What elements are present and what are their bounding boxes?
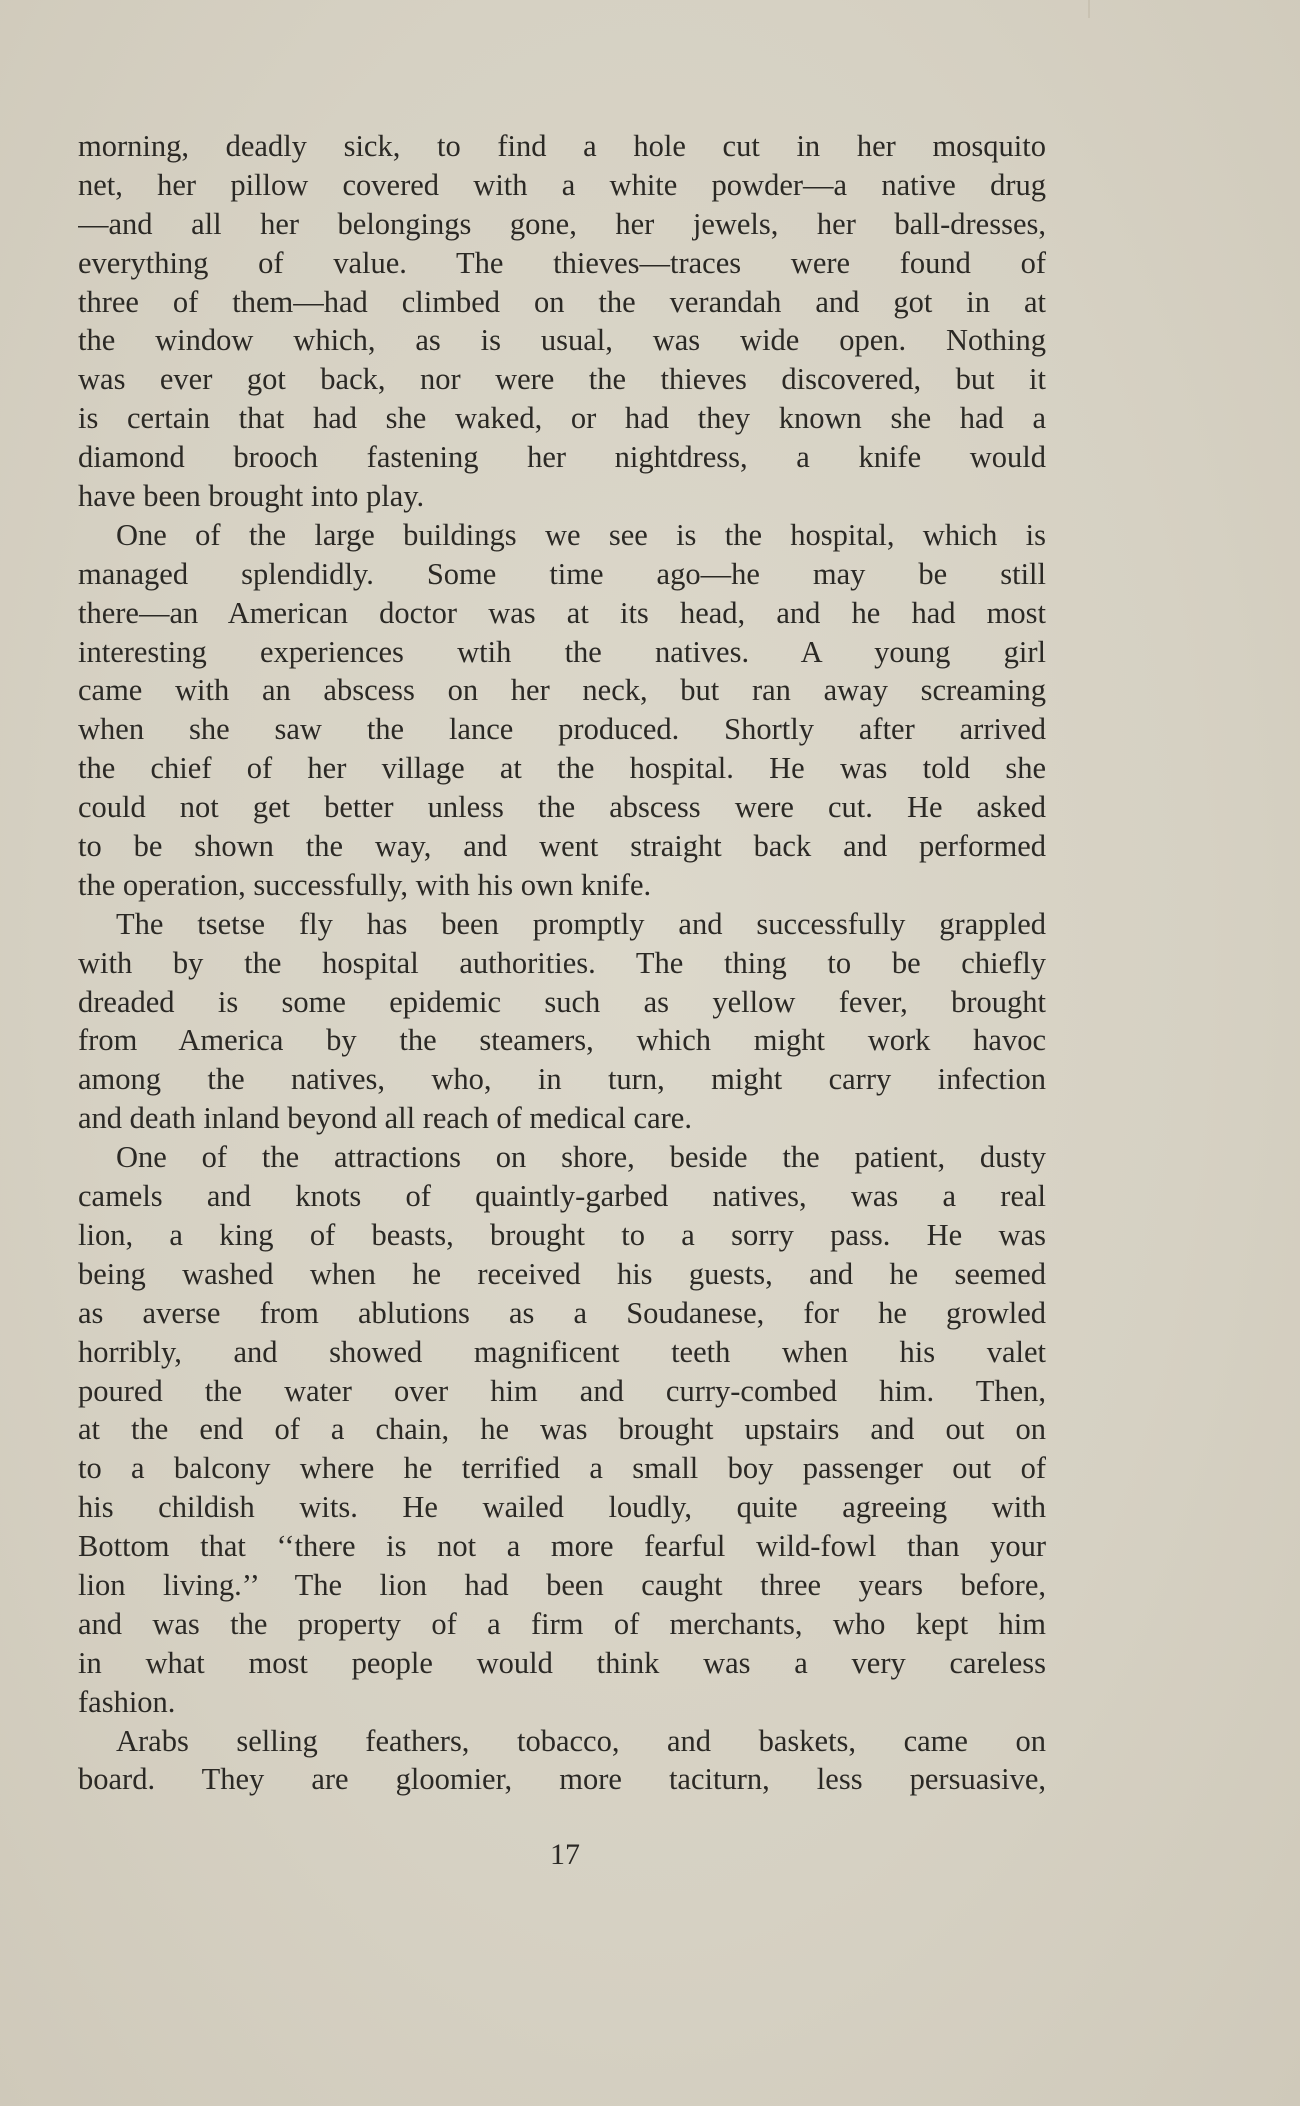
text-line: managed splendidly. Some time ago—he may be still (78, 556, 1046, 591)
text-line: lion, a king of beasts, brought to a sorry pass. He was (78, 1217, 1046, 1252)
text-line: poured the water over him and curry-combed him. Then, (78, 1373, 1046, 1408)
text-line: lion living.’’ The lion had been caught three years before, (78, 1567, 1046, 1602)
text-line: to a balcony where he terrified a small boy passenger out of (78, 1451, 1046, 1486)
text-line: was ever got back, nor were the thieves discovered, but it (78, 362, 1046, 397)
body-text (78, 127, 1046, 1799)
page-edge-mark (1088, 0, 1090, 18)
paragraph-start-line: One of the attractions on shore, beside the patient, dusty (116, 1140, 1046, 1175)
page-number: 17 (550, 1838, 580, 1871)
text-line: camels and knots of quaintly-garbed natives, was a real (78, 1179, 1046, 1214)
text-line: the window which, as is usual, was wide open. Nothing (78, 323, 1046, 358)
text-line: morning, deadly sick, to find a hole cut in her mosquito (78, 129, 1046, 163)
text-line: from America by the steamers, which might work havoc (78, 1023, 1046, 1058)
text-line: among the natives, who, in turn, might carry infection (78, 1062, 1046, 1097)
text-line: board. They are gloomier, more taciturn, less persuasive, (78, 1762, 1046, 1797)
text-line: with by the hospital authorities. The thing to be chiefly (78, 945, 1046, 980)
text-line: and was the property of a firm of merchants, who kept him (78, 1606, 1046, 1641)
text-line: his childish wits. He wailed loudly, quite agreeing with (78, 1490, 1046, 1525)
text-line: the operation, successfully, with his own knife. (78, 867, 652, 902)
text-line: the chief of her village at the hospital. He was told she (78, 751, 1046, 786)
text-line: is certain that had she waked, or had they known she had a (78, 401, 1046, 436)
text-line: horribly, and showed magnificent teeth when his valet (78, 1334, 1046, 1369)
text-line: came with an abscess on her neck, but ran away screaming (78, 673, 1046, 708)
text-line: to be shown the way, and went straight back and performed (78, 829, 1046, 864)
text-line: interesting experiences wtih the natives. A young girl (78, 634, 1046, 669)
text-line: as averse from ablutions as a Soudanese, for he growled (78, 1295, 1046, 1330)
text-line: and death inland beyond all reach of medical care. (78, 1101, 692, 1136)
text-line: three of them—had climbed on the verandah and got in at (78, 284, 1046, 319)
text-line: dreaded is some epidemic such as yellow fever, brought (78, 984, 1046, 1019)
text-line: could not get better unless the abscess were cut. He asked (78, 790, 1046, 825)
paragraph-start-line: One of the large buildings we see is the hospital, which is (116, 517, 1046, 552)
paragraph-start-line: Arabs selling feathers, tobacco, and baskets, came on (116, 1723, 1046, 1758)
text-line: fashion. (78, 1684, 176, 1719)
paragraph-start-line: The tsetse fly has been promptly and successfully grappled (116, 906, 1046, 941)
text-line: net, her pillow covered with a white powder—a native drug (78, 167, 1046, 202)
text-line: have been brought into play. (78, 479, 425, 514)
text-line: being washed when he received his guests, and he seemed (78, 1256, 1046, 1291)
text-line: in what most people would think was a very careless (78, 1645, 1046, 1680)
text-line: diamond brooch fastening her nightdress, a knife would (78, 440, 1046, 475)
text-line: there—an American doctor was at its head, and he had most (78, 595, 1046, 630)
text-line: when she saw the lance produced. Shortly after arrived (78, 712, 1046, 747)
text-line: —and all her belongings gone, her jewels, her ball-dresses, (78, 206, 1046, 241)
text-line: Bottom that ‘‘there is not a more fearful wild-fowl than your (78, 1529, 1046, 1564)
text-line: at the end of a chain, he was brought upstairs and out on (78, 1412, 1046, 1447)
text-line: everything of value. The thieves—traces were found of (78, 245, 1046, 280)
